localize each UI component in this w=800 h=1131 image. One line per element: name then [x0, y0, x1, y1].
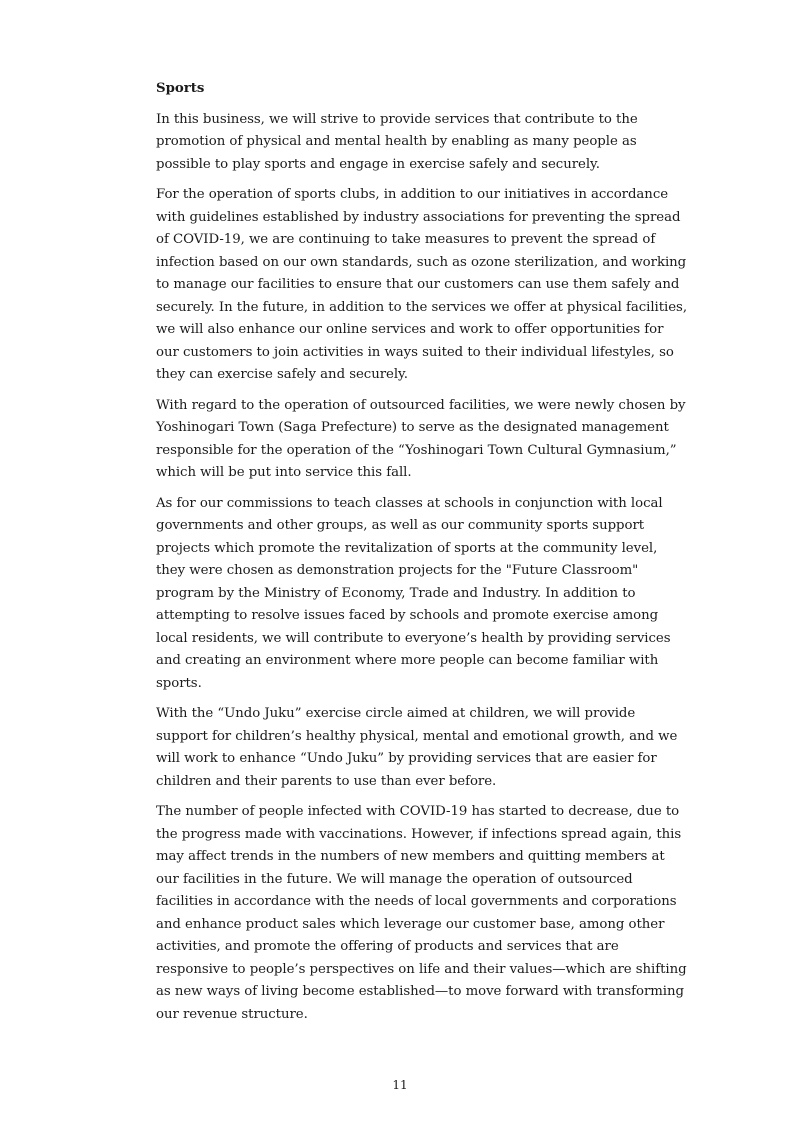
paragraph-intro: In this business, we will strive to provide services that contribute to the promotion of physical and mental health by enabling as many people as possible to play sports and engage in exercise safely and securely. — [156, 111, 638, 172]
section-heading: Sports — [156, 81, 205, 96]
paragraph-covid-outlook: The number of people infected with COVID-19 has started to decrease, due to the progress made with vaccinations. However, if infections spread again, this may affect trends in the numbers of new members and quitting members at our facilities in the future. We will manage the operation of outsourced facilities in accordance with the needs of local governments and corporations and enhance product sales which leverage our customer base, among other activities, and promote the offering of products and services that are responsive to people’s perspectives on life and their values—which are shifting as new ways of living become established—to move forward with transforming our revenue structure. — [156, 804, 687, 1022]
document-body — [156, 78, 688, 1034]
paragraph-sports-clubs: For the operation of sports clubs, in addition to our initiatives in accordance with guidelines established by industry associations for preventing the spread of COVID-19, we are continuing to take measures to prevent the spread of infection based on our own standards, such as ozone sterilization, and working to manage our facilities to ensure that our customers can use them safely and securely. In the future, in addition to the services we offer at physical facilities, we will also enhance our online services and work to offer opportunities for our customers to join activities in ways suited to their individual lifestyles, so they can exercise safely and securely. — [156, 187, 688, 382]
paragraph-school-commissions: As for our commissions to teach classes at schools in conjunction with local governments and other groups, as well as our community sports support projects which promote the revitalization of sports at the community level, they were chosen as demonstration projects for the "Future Classroom" program by the Ministry of Economy, Trade and Industry. In addition to attempting to resolve issues faced by schools and promote exercise among local residents, we will contribute to everyone’s health by providing services and creating an environment where more people can become familiar with sports. — [156, 495, 671, 691]
paragraph-outsourced-facilities: With regard to the operation of outsourced facilities, we were newly chosen by Yoshinogari Town (Saga Prefecture) to serve as the designated management responsible for the operation of the “Yoshinogari Town Cultural Gymnasium,” which will be put into service this fall. — [156, 397, 686, 480]
page-number: 11 — [392, 1078, 408, 1092]
paragraph-undo-juku: With the “Undo Juku” exercise circle aimed at children, we will provide support for children’s healthy physical, mental and emotional growth, and we will work to enhance “Undo Juku” by providing services that are easier for children and their parents to use than ever before. — [156, 706, 678, 789]
